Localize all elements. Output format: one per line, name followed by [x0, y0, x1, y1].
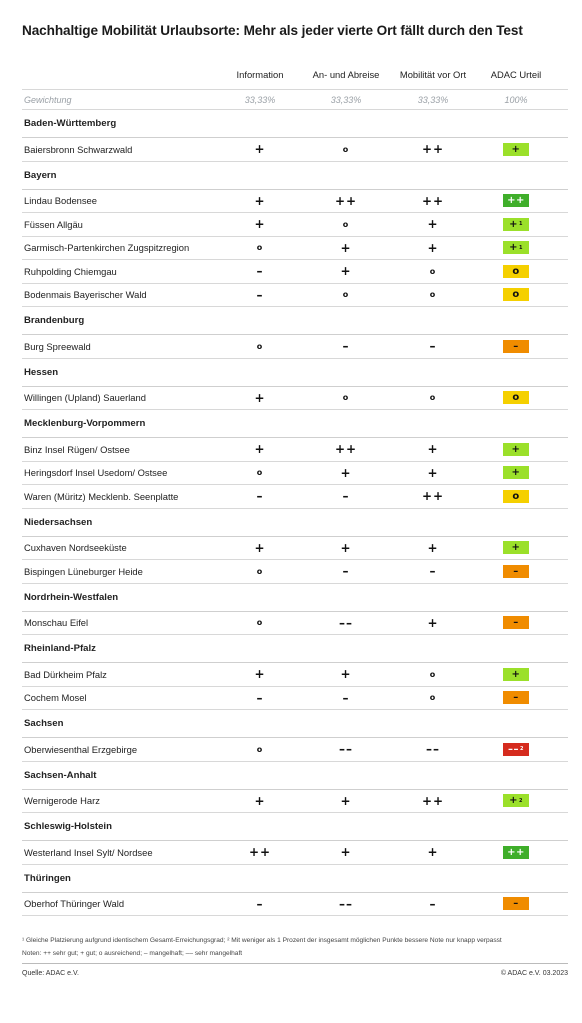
- weighting-rating: 100%: [504, 94, 528, 105]
- region-heading: [22, 110, 568, 138]
- grade-symbol: ++: [421, 793, 445, 808]
- grade-symbol: +: [427, 845, 439, 860]
- cell-information: [215, 260, 305, 283]
- cell-local-mobility: [388, 560, 478, 583]
- footnotes: [22, 934, 568, 960]
- cell-local-mobility: [388, 687, 478, 710]
- grade-symbol: o: [256, 341, 264, 351]
- grade-symbol: o: [256, 243, 264, 253]
- cell-local-mobility: [388, 335, 478, 358]
- grade-symbol: ++: [248, 845, 272, 860]
- place-name: Lindau Bodensee: [24, 195, 97, 207]
- place-name: Heringsdorf Insel Usedom/ Ostsee: [24, 467, 168, 479]
- cell-rating: [471, 560, 561, 583]
- cell-information: [215, 738, 305, 761]
- cell-rating: [471, 335, 561, 358]
- grade-symbol: o: [256, 566, 264, 576]
- cell-travel: [301, 560, 391, 583]
- cell-information: [215, 138, 305, 161]
- cell-rating: [471, 841, 561, 864]
- region-heading: [22, 410, 568, 438]
- cell-travel: [301, 213, 391, 236]
- rating-symbol: +: [509, 795, 518, 807]
- region-name: Thüringen: [24, 872, 71, 884]
- grade-symbol: ++: [421, 193, 445, 208]
- grade-symbol: ++: [334, 442, 358, 457]
- rating-badge: [503, 541, 529, 554]
- region-heading: [22, 509, 568, 537]
- place-name: Bad Dürkheim Pfalz: [24, 668, 107, 680]
- grade-symbol: +: [254, 793, 266, 808]
- cell-local-mobility: [388, 485, 478, 508]
- column-header-local-mobility: Mobilität vor Ort: [399, 68, 467, 80]
- place-name: Oberwiesenthal Erzgebirge: [24, 743, 138, 755]
- cell-travel: [301, 485, 391, 508]
- rating-symbol: o: [512, 265, 520, 277]
- place-name: Westerland Insel Sylt/ Nordsee: [24, 846, 153, 858]
- grade-symbol: ––: [426, 742, 440, 757]
- rating-symbol: +: [511, 542, 521, 554]
- rating-symbol: +: [511, 143, 521, 155]
- grade-symbol: ++: [334, 193, 358, 208]
- grade-symbol: o: [342, 219, 350, 229]
- place-name: Oberhof Thüringer Wald: [24, 898, 125, 910]
- cell-local-mobility: [388, 387, 478, 410]
- rating-badge: [503, 490, 529, 503]
- grade-symbol: –: [256, 264, 264, 279]
- cell-information: [215, 284, 305, 307]
- grade-symbol: +: [340, 540, 352, 555]
- rating-symbol: +: [509, 218, 518, 230]
- region-heading: [22, 162, 568, 190]
- table-row: [22, 738, 568, 762]
- cell-local-mobility: [388, 213, 478, 236]
- grade-symbol: o: [429, 693, 437, 703]
- grade-symbol: –: [342, 690, 350, 705]
- rating-badge: [503, 794, 529, 807]
- rating-symbol: o: [512, 289, 520, 301]
- cell-rating: [471, 260, 561, 283]
- rating-badge: [503, 846, 529, 859]
- rating-badge: [503, 340, 529, 353]
- rating-symbol: –: [513, 340, 519, 352]
- grade-symbol: +: [254, 442, 266, 457]
- place-name: Waren (Müritz) Mecklenb. Seenplatte: [24, 490, 179, 502]
- cell-information: [215, 537, 305, 560]
- cell-information: [215, 213, 305, 236]
- grade-symbol: –: [342, 339, 350, 354]
- rating-badge: [503, 194, 529, 207]
- cell-rating: [471, 213, 561, 236]
- place-name: Cuxhaven Nordseeküste: [24, 542, 127, 554]
- cell-travel: [301, 190, 391, 213]
- rating-footnote-marker: 2: [518, 797, 523, 804]
- cell-travel: [301, 841, 391, 864]
- place-name: Garmisch-Partenkirchen Zugspitzregion: [24, 242, 190, 254]
- grade-symbol: o: [342, 393, 350, 403]
- weighting-row: [22, 90, 568, 110]
- cell-local-mobility: [388, 438, 478, 461]
- weighting-information: 33,33%: [244, 94, 276, 105]
- cell-information: [215, 237, 305, 260]
- cell-travel: [301, 387, 391, 410]
- region-heading: [22, 359, 568, 387]
- cell-local-mobility: [388, 260, 478, 283]
- grade-symbol: –: [429, 339, 437, 354]
- rating-badge: [503, 265, 529, 278]
- cell-rating: [471, 387, 561, 410]
- cell-rating: [471, 485, 561, 508]
- table-row: [22, 284, 568, 308]
- cell-local-mobility: [388, 612, 478, 635]
- page-title: Nachhaltige Mobilität Urlaubsorte: Mehr als jeder vierte Ort fällt durch den Test: [22, 23, 523, 38]
- grade-symbol: o: [342, 144, 350, 154]
- cell-information: [215, 612, 305, 635]
- cell-travel: [301, 237, 391, 260]
- grade-symbol: ––: [339, 896, 353, 911]
- cell-rating: [471, 738, 561, 761]
- place-name: Willingen (Upland) Sauerland: [24, 392, 146, 404]
- region-name: Bayern: [24, 169, 57, 181]
- cell-rating: [471, 237, 561, 260]
- weighting-label: Gewichtung: [24, 94, 72, 105]
- cell-information: [215, 190, 305, 213]
- grade-symbol: +: [254, 193, 266, 208]
- grade-symbol: +: [427, 465, 439, 480]
- region-heading: [22, 710, 568, 738]
- rating-badge: [503, 668, 529, 681]
- region-name: Hessen: [24, 366, 59, 378]
- region-name: Brandenburg: [24, 315, 85, 326]
- column-header-information: Information: [236, 68, 284, 80]
- cell-travel: [301, 462, 391, 485]
- footnote-text: ¹ Gleiche Platzierung aufgrund identischem Gesamt-Erreichungsgrad; ² Mit weniger als 1 Prozent der insgesamt möglichen Punkte bessere Note nur knapp verpasst: [22, 937, 502, 944]
- rating-symbol: –: [513, 565, 519, 577]
- rating-badge: [503, 691, 529, 704]
- cell-travel: [301, 260, 391, 283]
- rating-symbol: –: [513, 898, 519, 910]
- place-name: Bodenmais Bayerischer Wald: [24, 289, 147, 301]
- table-row: [22, 260, 568, 284]
- source-text: Quelle: ADAC e.V.: [22, 970, 79, 977]
- table-row: [22, 438, 568, 462]
- grade-symbol: +: [427, 240, 439, 255]
- rating-badge: [503, 743, 529, 756]
- table-row: [22, 335, 568, 359]
- table-row: [22, 462, 568, 486]
- place-name: Binz Insel Rügen/ Ostsee: [24, 443, 130, 455]
- grade-symbol: +: [340, 793, 352, 808]
- grade-symbol: ++: [421, 489, 445, 504]
- cell-information: [215, 790, 305, 813]
- place-name: Burg Spreewald: [24, 340, 91, 352]
- grade-symbol: –: [342, 564, 350, 579]
- grade-symbol: ––: [339, 615, 353, 630]
- cell-local-mobility: [388, 738, 478, 761]
- table-row: [22, 687, 568, 711]
- region-heading: [22, 762, 568, 790]
- grade-symbol: +: [254, 142, 266, 157]
- rating-badge: [503, 143, 529, 156]
- region-name: Mecklenburg-Vorpommern: [24, 418, 146, 429]
- grade-symbol: ++: [421, 142, 445, 157]
- cell-travel: [301, 335, 391, 358]
- place-name: Monschau Eifel: [24, 617, 89, 629]
- rating-badge: [503, 897, 529, 910]
- cell-travel: [301, 438, 391, 461]
- grade-symbol: o: [429, 290, 437, 300]
- table-row: [22, 387, 568, 411]
- region-heading: [22, 865, 568, 893]
- cell-travel: [301, 663, 391, 686]
- cell-local-mobility: [388, 138, 478, 161]
- rating-badge: [503, 616, 529, 629]
- cell-local-mobility: [388, 841, 478, 864]
- region-heading: [22, 307, 568, 335]
- grade-symbol: –: [429, 564, 437, 579]
- grade-symbol: +: [254, 540, 266, 555]
- region-heading: [22, 584, 568, 612]
- region-name: Niedersachsen: [24, 516, 93, 528]
- cell-rating: [471, 663, 561, 686]
- cell-local-mobility: [388, 284, 478, 307]
- rating-symbol: ++: [507, 195, 525, 207]
- region-name: Baden-Württemberg: [24, 118, 117, 129]
- region-name: Sachsen-Anhalt: [24, 769, 97, 781]
- table-row: [22, 841, 568, 865]
- grade-symbol: –: [429, 896, 437, 911]
- cell-rating: [471, 284, 561, 307]
- region-name: Schleswig-Holstein: [24, 821, 112, 832]
- cell-information: [215, 335, 305, 358]
- cell-information: [215, 841, 305, 864]
- cell-information: [215, 893, 305, 916]
- cell-rating: [471, 537, 561, 560]
- cell-travel: [301, 612, 391, 635]
- region-name: Nordrhein-Westfalen: [24, 591, 119, 603]
- table-row: [22, 893, 568, 917]
- column-header-travel: An- und Abreise: [312, 68, 380, 80]
- cell-travel: [301, 537, 391, 560]
- grade-legend: Noten: ++ sehr gut; + gut; o ausreichend; – mangelhaft; –– sehr mangelhaft: [22, 950, 243, 957]
- cell-information: [215, 687, 305, 710]
- place-name: Ruhpolding Chiemgau: [24, 265, 117, 277]
- grade-symbol: ––: [339, 742, 353, 757]
- grade-symbol: +: [340, 667, 352, 682]
- table-row: [22, 790, 568, 814]
- cell-information: [215, 560, 305, 583]
- grade-symbol: o: [256, 468, 264, 478]
- table-row: [22, 663, 568, 687]
- cell-information: [215, 485, 305, 508]
- grade-symbol: –: [256, 690, 264, 705]
- cell-travel: [301, 284, 391, 307]
- page-footer: [22, 963, 568, 977]
- weighting-local-mobility: 33,33%: [417, 94, 449, 105]
- rating-symbol: –: [513, 617, 519, 629]
- grade-symbol: o: [429, 669, 437, 679]
- column-header-rating: ADAC Urteil: [490, 68, 542, 80]
- grade-symbol: –: [256, 896, 264, 911]
- rating-badge: [503, 288, 529, 301]
- weighting-travel: 33,33%: [330, 94, 362, 105]
- grade-symbol: +: [340, 240, 352, 255]
- rating-badge: [503, 218, 529, 231]
- rating-badge: [503, 241, 529, 254]
- place-name: Füssen Allgäu: [24, 218, 83, 230]
- cell-local-mobility: [388, 790, 478, 813]
- cell-rating: [471, 893, 561, 916]
- region-heading: [22, 635, 568, 663]
- table-row: [22, 612, 568, 636]
- cell-information: [215, 438, 305, 461]
- cell-travel: [301, 893, 391, 916]
- rating-symbol: +: [509, 242, 518, 254]
- cell-local-mobility: [388, 462, 478, 485]
- grade-symbol: +: [254, 667, 266, 682]
- cell-rating: [471, 612, 561, 635]
- rating-badge: [503, 466, 529, 479]
- grade-symbol: +: [427, 217, 439, 232]
- cell-rating: [471, 790, 561, 813]
- place-name: Baiersbronn Schwarzwald: [24, 143, 133, 155]
- cell-local-mobility: [388, 237, 478, 260]
- cell-information: [215, 387, 305, 410]
- grade-symbol: +: [254, 390, 266, 405]
- grade-symbol: +: [340, 264, 352, 279]
- grade-symbol: o: [256, 618, 264, 628]
- rating-badge: [503, 391, 529, 404]
- cell-local-mobility: [388, 663, 478, 686]
- table-row: [22, 485, 568, 509]
- cell-local-mobility: [388, 537, 478, 560]
- region-name: Rheinland-Pfalz: [24, 643, 96, 654]
- grade-symbol: +: [254, 217, 266, 232]
- rating-footnote-marker: 1: [518, 221, 523, 228]
- cell-local-mobility: [388, 190, 478, 213]
- rating-symbol: +: [511, 443, 521, 455]
- rating-symbol: +: [511, 467, 521, 479]
- grade-symbol: –: [256, 287, 264, 302]
- rating-footnote-marker: 2: [520, 746, 524, 753]
- grade-symbol: +: [427, 615, 439, 630]
- rating-symbol: ++: [507, 846, 525, 858]
- grade-symbol: +: [340, 845, 352, 860]
- grade-symbol: o: [429, 393, 437, 403]
- cell-travel: [301, 790, 391, 813]
- place-name: Cochem Mosel: [24, 692, 87, 704]
- rating-badge: [503, 565, 529, 578]
- table-header: [22, 59, 568, 90]
- grade-symbol: o: [256, 744, 264, 754]
- rating-symbol: o: [512, 392, 520, 404]
- region-name: Sachsen: [24, 718, 64, 729]
- grade-symbol: o: [342, 290, 350, 300]
- rating-symbol: –: [513, 692, 519, 704]
- rating-symbol: ––: [508, 743, 519, 755]
- cell-travel: [301, 138, 391, 161]
- grade-symbol: –: [256, 489, 264, 504]
- cell-rating: [471, 190, 561, 213]
- cell-travel: [301, 738, 391, 761]
- table-row: [22, 190, 568, 214]
- place-name: Wernigerode Harz: [24, 795, 100, 807]
- grade-symbol: o: [429, 266, 437, 276]
- grade-symbol: –: [342, 489, 350, 504]
- table-row: [22, 213, 568, 237]
- grade-symbol: +: [340, 465, 352, 480]
- cell-information: [215, 663, 305, 686]
- cell-local-mobility: [388, 893, 478, 916]
- grade-symbol: +: [427, 442, 439, 457]
- cell-information: [215, 462, 305, 485]
- table-row: [22, 237, 568, 261]
- table-body: [22, 110, 568, 916]
- report: [22, 0, 568, 977]
- rating-symbol: +: [511, 668, 521, 680]
- cell-rating: [471, 462, 561, 485]
- cell-travel: [301, 687, 391, 710]
- grade-symbol: +: [427, 540, 439, 555]
- region-heading: [22, 813, 568, 841]
- cell-rating: [471, 138, 561, 161]
- copyright-text: © ADAC e.V. 03.2023: [500, 970, 568, 977]
- cell-rating: [471, 687, 561, 710]
- cell-rating: [471, 438, 561, 461]
- rating-badge: [503, 443, 529, 456]
- place-name: Bispingen Lüneburger Heide: [24, 565, 143, 577]
- table-row: [22, 537, 568, 561]
- rating-symbol: o: [512, 490, 520, 502]
- table-row: [22, 138, 568, 162]
- table-row: [22, 560, 568, 584]
- rating-footnote-marker: 1: [518, 244, 523, 251]
